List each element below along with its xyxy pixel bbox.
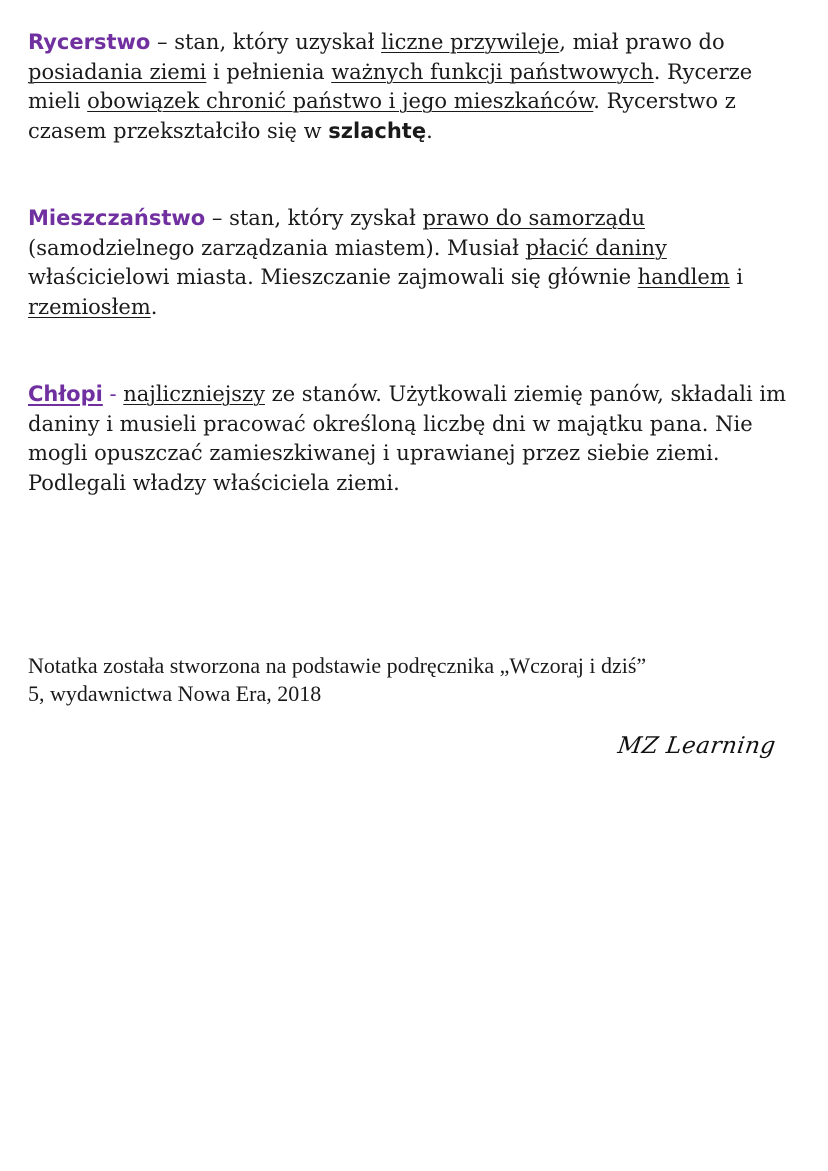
underlined-phrase: prawo do samorządu [422,206,645,230]
text-segment: . [150,294,158,319]
text-segment: (samodzielnego zarządzania miastem). Musiał [28,235,526,260]
term-chlopi: Chłopi [28,382,103,406]
source-note-line-2: 5, wydawnictwa Nowa Era, 2018 [28,681,322,706]
text-segment: . Rycerstwo z czasem przekształciło się w [28,89,736,143]
underlined-phrase: obowiązek chronić państwo i jego mieszkańców [87,89,594,113]
underlined-phrase: rzemiosłem [28,294,151,319]
note-page [28,28,798,498]
text-segment: i pełnienia [206,59,332,84]
text-segment: , miał prawo do [559,30,725,54]
text-segment: i [729,265,744,289]
term-mieszczanstwo: Mieszczaństwo [28,206,206,230]
bold-term-szlachta: szlachtę [328,118,427,143]
paragraph-chlopi [28,380,798,498]
underlined-phrase: handlem [637,265,730,289]
text-segment: . [426,118,433,143]
source-note [28,652,798,708]
underlined-phrase: najliczniejszy [123,382,265,406]
source-note-line-1: Notatka została stworzona na podstawie podręcznika „Wczoraj i dziś” [28,653,647,678]
underlined-phrase: ważnych funkcji państwowych [331,59,654,84]
text-segment: - [102,382,124,406]
text-segment: – stan, który uzyskał [150,30,382,54]
underlined-phrase: liczne przywileje [381,30,560,54]
text-segment: ze stanów. Użytkowali ziemię panów, składali im daniny i musieli pracować określoną liczbę dni w majątku pana. Nie mogli opuszczać zamieszkiwanej i uprawianej przez siebie ziemi. Podlegali władzy właściciela ziemi. [28,382,787,495]
signature-logo: MZ Learning [616,733,778,759]
text-segment: właścicielowi miasta. Mieszczanie zajmowali się głównie [28,265,638,289]
paragraph-rycerstwo [28,28,798,146]
text-segment: . Rycerze mieli [28,59,753,113]
underlined-phrase: posiadania ziemi [28,59,207,84]
term-rycerstwo: Rycerstwo [28,30,151,54]
text-segment: – stan, który zyskał [205,206,423,230]
paragraph-mieszczanstwo [28,204,798,322]
underlined-phrase: płacić daniny [525,235,667,260]
